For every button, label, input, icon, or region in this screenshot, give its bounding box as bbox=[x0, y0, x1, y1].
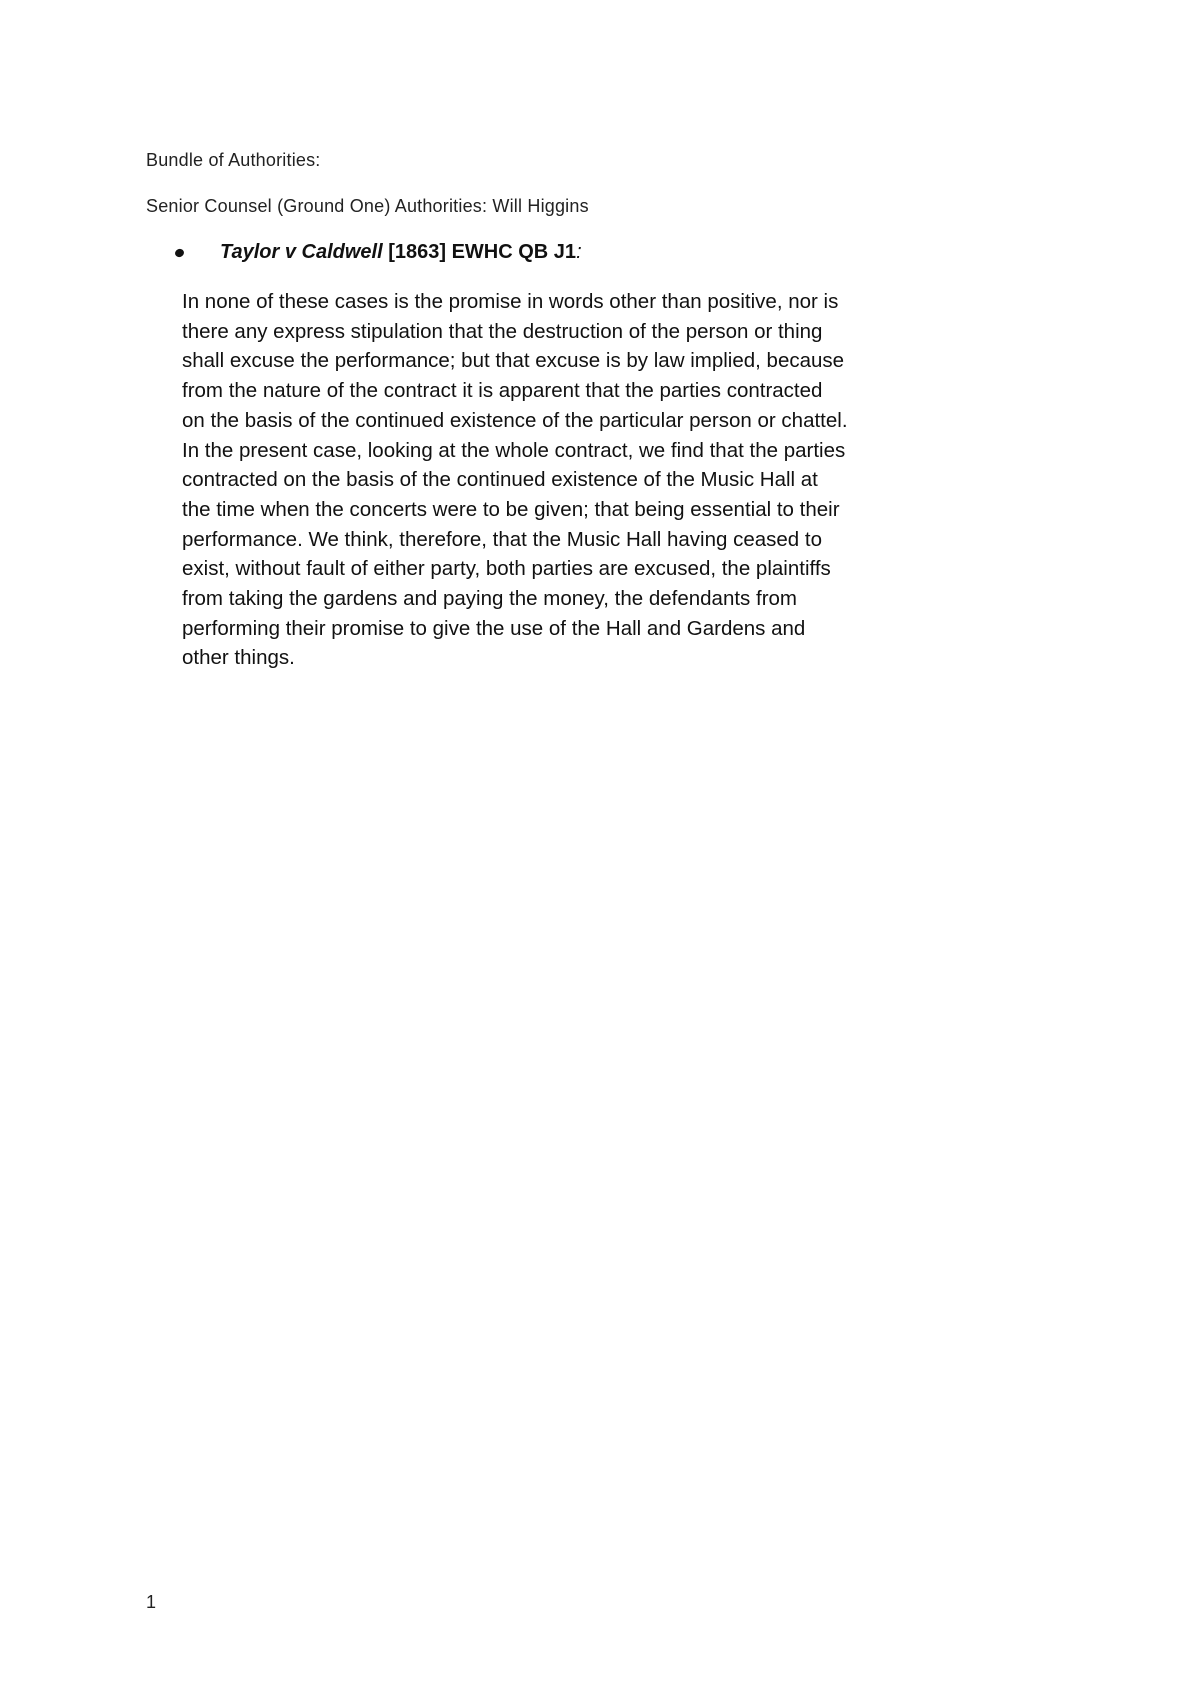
quote-line: performing their promise to give the use of the Hall and Gardens and bbox=[182, 616, 806, 640]
bullet-icon bbox=[174, 247, 186, 258]
document-title: Bundle of Authorities: bbox=[146, 150, 321, 170]
quote-line: from the nature of the contract it is apparent that the parties contracted bbox=[182, 379, 823, 403]
quote-line: there any express stipulation that the destruction of the person or thing bbox=[182, 319, 823, 343]
quote-line: shall excuse the performance; but that excuse is by law implied, because bbox=[182, 349, 845, 373]
case-citation: [1863] EWHC QB J1 bbox=[388, 241, 577, 263]
case-name: Taylor v Caldwell bbox=[220, 241, 383, 263]
citation-colon: : bbox=[576, 241, 582, 263]
page-number: 1 bbox=[146, 1592, 157, 1612]
quote-line: exist, without fault of either party, both parties are excused, the plaintiffs bbox=[182, 557, 831, 581]
quote-line: performance. We think, therefore, that the Music Hall having ceased to bbox=[182, 527, 823, 551]
quote-line: other things. bbox=[182, 646, 295, 670]
document-subtitle: Senior Counsel (Ground One) Authorities: Will Higgins bbox=[146, 196, 589, 216]
quote-line: the time when the concerts were to be given; that being essential to their bbox=[182, 497, 840, 521]
authority-bullet bbox=[182, 241, 582, 264]
case-quote bbox=[182, 287, 942, 673]
quote-line: contracted on the basis of the continued existence of the Music Hall at bbox=[182, 468, 818, 492]
quote-line: In none of these cases is the promise in words other than positive, nor is bbox=[182, 290, 839, 313]
quote-line: from taking the gardens and paying the money, the defendants from bbox=[182, 587, 797, 611]
quote-line: In the present case, looking at the whole contract, we find that the parties bbox=[182, 438, 846, 462]
quote-line: on the basis of the continued existence of the particular person or chattel. bbox=[182, 408, 848, 432]
